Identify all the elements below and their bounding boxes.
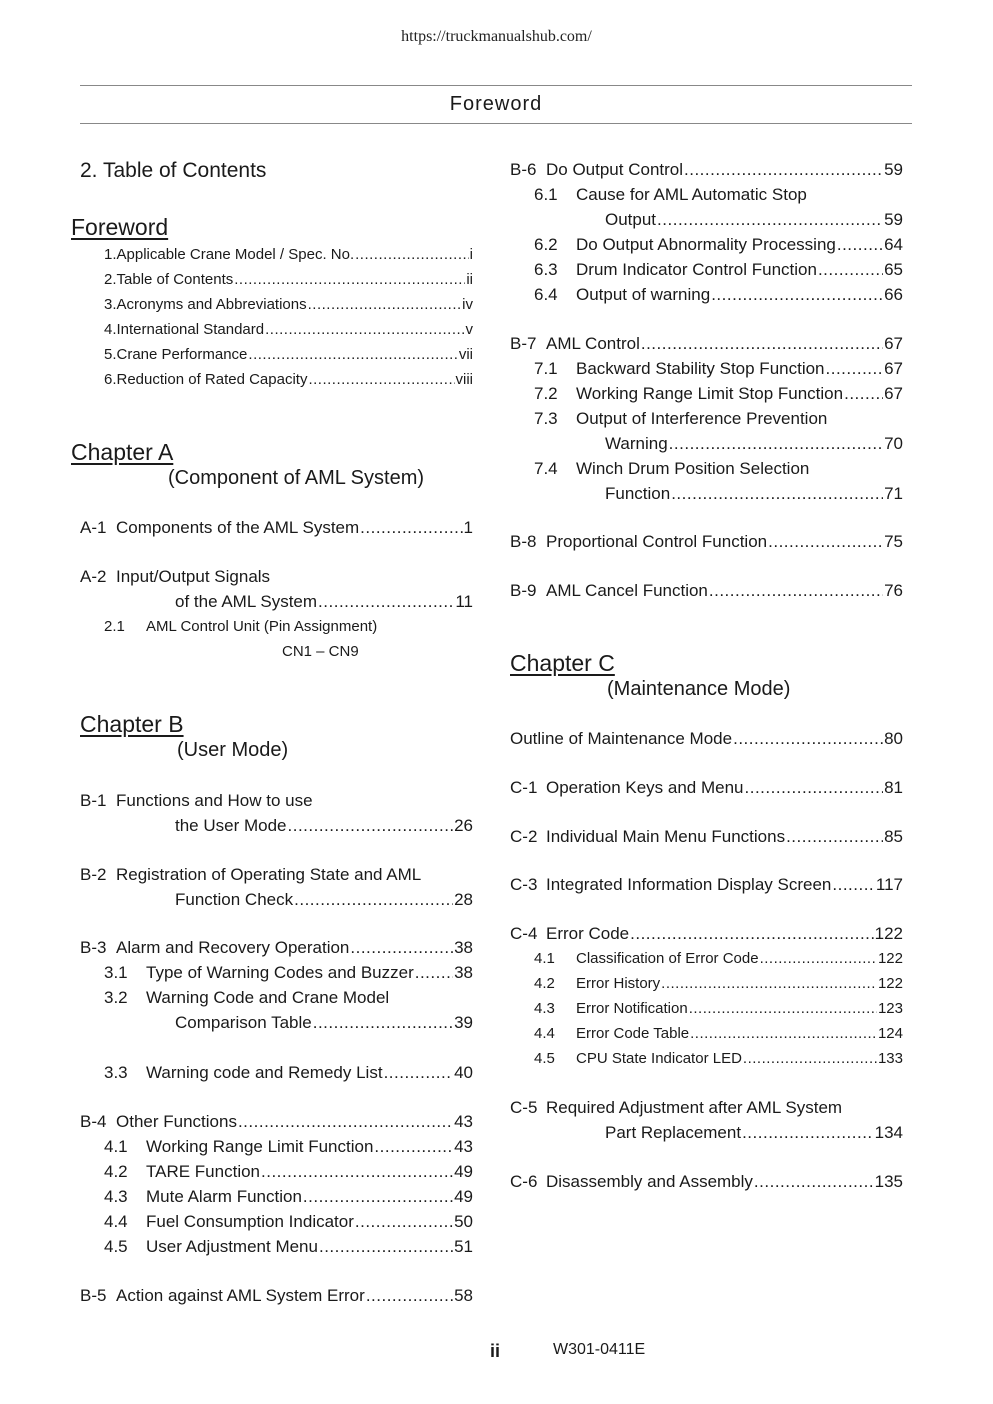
entry-number: C-2 [510,827,538,846]
entry-title: of the AML System [175,592,318,611]
entry-title: Output [605,210,657,229]
toc-entry-b3[interactable] [80,938,473,958]
footer-page-number: ii [490,1341,501,1361]
entry-number: A-1 [80,518,107,537]
entry-title: AML Control [546,334,640,353]
chapter-a-heading[interactable]: Chapter A [71,439,174,465]
entry-number: 4.4 [534,1025,555,1042]
toc-entry-c2[interactable] [510,827,903,847]
entry-number: B-8 [510,532,537,551]
footer-document-code: W301-0411E [553,1341,646,1358]
leader-dots [384,1063,454,1083]
entry-number: B-9 [510,581,537,600]
entry-number: 7.2 [534,384,558,403]
toc-entry-b6-1[interactable] [534,185,903,205]
toc-entry-b8[interactable] [510,532,903,552]
entry-title: AML Cancel Function [546,581,708,600]
entry-page-number: 135 [874,1172,903,1191]
toc-entry-b3-2[interactable] [104,988,473,1008]
toc-entry-b4-sub[interactable] [104,1237,473,1257]
toc-entry-b7-2[interactable] [534,384,903,404]
entry-number: C-5 [510,1098,538,1117]
leader-dots [661,975,877,992]
leader-dots [288,816,454,836]
entry-title: User Adjustment Menu [146,1237,318,1256]
leader-dots [671,484,883,504]
chapter-b-heading[interactable]: Chapter B [80,711,184,737]
leader-dots [818,260,883,280]
leader-dots [844,384,883,404]
entry-title: Disassembly and Assembly [546,1172,753,1191]
entry-title: Type of Warning Codes and Buzzer [146,963,414,982]
toc-entry-b2-cont[interactable] [175,890,473,910]
toc-entry-c4[interactable] [510,924,903,944]
entry-title: Backward Stability Stop Function [576,359,825,378]
entry-page-number: 58 [454,1286,473,1305]
entry-number: A-2 [80,567,107,586]
entry-title: Required Adjustment after AML System [546,1098,843,1117]
leader-dots [689,1000,877,1017]
entry-page-number: 67 [884,334,903,353]
entry-title: Warning Code and Crane Model [146,988,390,1007]
entry-page-number: 64 [884,235,903,254]
leader-dots [754,1172,874,1192]
entry-title: Error Code [546,924,630,943]
toc-entry-a1[interactable] [80,518,473,538]
entry-number: B-4 [80,1112,107,1131]
toc-title: 2. Table of Contents [80,159,267,182]
leader-dots [684,160,883,180]
toc-entry-outline[interactable] [510,729,903,749]
entry-title: Comparison Table [175,1013,312,1032]
toc-entry-b7-1[interactable] [534,359,903,379]
entry-page-number: 133 [877,1050,903,1067]
entry-page-number: 76 [884,581,903,600]
entry-page-number: 38 [454,963,473,982]
chapter-c-heading[interactable]: Chapter C [510,650,615,676]
entry-number: B-7 [510,334,537,353]
leader-dots [743,1050,877,1067]
leader-dots [745,778,884,798]
entry-number: B-2 [80,865,107,884]
entry-page-number: 67 [884,384,903,403]
entry-number: 6.1 [534,185,558,204]
entry-page-number: 124 [877,1025,903,1042]
entry-title: Registration of Operating State and AML [116,865,422,884]
leader-dots [319,1237,453,1257]
entry-number: B-1 [80,791,107,810]
entry-title: Components of the AML System [116,518,360,537]
entry-page-number: i [469,246,473,263]
leader-dots [786,827,883,847]
entry-number: 4.5 [104,1237,128,1256]
leader-dots [711,285,883,305]
toc-entry-b7-3-cont[interactable] [605,434,903,454]
entry-title: 5.Crane Performance [104,346,248,363]
chapter-a-subtitle: (Component of AML System) [168,467,425,489]
leader-dots [261,1162,453,1182]
leader-dots [303,1187,453,1207]
leader-dots [657,210,883,230]
leader-dots [308,371,454,388]
foreword-entry[interactable] [104,321,473,338]
toc-entry-b6-1-cont[interactable] [605,210,903,230]
entry-number: C-1 [510,778,538,797]
entry-title: Output of warning [576,285,711,304]
entry-title: Function Check [175,890,294,909]
entry-number: C-3 [510,875,538,894]
entry-page-number: 49 [454,1162,473,1181]
leader-dots [768,532,883,552]
entry-number: 3.3 [104,1063,128,1082]
entry-page-number: 123 [877,1000,903,1017]
chapter-b-subtitle: (User Mode) [177,739,289,761]
entry-page-number: 66 [884,285,903,304]
entry-number: 6.3 [534,260,558,279]
toc-entry-b4-sub[interactable] [104,1212,473,1232]
entry-page-number: 117 [875,875,903,894]
entry-title: Error Notification [576,1000,688,1017]
entry-page-number: 38 [454,938,473,957]
entry-title: Error History [576,975,661,992]
toc-entry-b6-sub[interactable] [534,285,903,305]
entry-number: B-3 [80,938,107,957]
entry-page-number: 59 [884,160,903,179]
entry-title: 4.International Standard [104,321,265,338]
toc-entry-b9[interactable] [510,581,903,601]
entry-number: 4.1 [104,1137,128,1156]
entry-title: Operation Keys and Menu [546,778,744,797]
toc-entry-b4-sub[interactable] [104,1137,473,1157]
toc-entry-b3-1[interactable] [104,963,473,983]
toc-entry-c4-sub[interactable] [534,975,903,992]
entry-number: 6.4 [534,285,558,304]
toc-entry-b1[interactable] [80,791,473,811]
entry-title: 2.Table of Contents [104,271,234,288]
entry-page-number: 67 [884,359,903,378]
entry-title: Alarm and Recovery Operation [116,938,350,957]
entry-page-number: 134 [874,1123,903,1142]
leader-dots [374,1137,453,1157]
entry-page-number: 43 [454,1137,473,1156]
leader-dots [630,924,873,944]
toc-entry-b6-sub[interactable] [534,235,903,255]
chapter-c-subtitle: (Maintenance Mode) [607,678,791,700]
toc-entry-b4[interactable] [80,1112,473,1132]
entry-page-number: viii [455,371,473,388]
foreword-entry[interactable] [104,246,473,263]
toc-entry-a2[interactable] [80,567,473,587]
entry-title: 3.Acronyms and Abbreviations [104,296,307,313]
entry-page-number: 28 [454,890,473,909]
entry-title: Cause for AML Automatic Stop [576,185,807,204]
entry-number: 4.5 [534,1050,555,1067]
entry-page-number: iv [462,296,473,313]
entry-number: 4.3 [104,1187,128,1206]
entry-number: 6.2 [534,235,558,254]
leader-dots [234,271,465,288]
leader-dots [318,592,454,612]
leader-dots [742,1123,874,1143]
entry-title: CN1 – CN9 [282,643,359,660]
toc-entry-c6[interactable] [510,1172,903,1192]
leader-dots [355,1212,453,1232]
entry-title: 6.Reduction of Rated Capacity [104,371,308,388]
leader-dots [248,346,457,363]
foreword-entry[interactable] [104,371,473,388]
entry-title: Outline of Maintenance Mode [510,729,733,748]
entry-page-number: 85 [884,827,903,846]
entry-title: Winch Drum Position Selection [576,459,810,478]
entry-number: 7.3 [534,409,558,428]
entry-title: Input/Output Signals [116,567,271,586]
entry-title: 1.Applicable Crane Model / Spec. No. [104,246,355,263]
page-header-title: Foreword [80,85,912,124]
entry-number: 2.1 [104,618,125,635]
entry-title: Drum Indicator Control Function [576,260,817,279]
toc-entry-b4-sub[interactable] [104,1187,473,1207]
entry-page-number: 43 [454,1112,473,1131]
toc-entry-c4-sub[interactable] [534,1050,903,1067]
entry-title: Do Output Control [546,160,684,179]
entry-number: 4.3 [534,1000,555,1017]
entry-title: Working Range Limit Function [146,1137,374,1156]
toc-entry-c5[interactable] [510,1098,903,1118]
leader-dots [832,875,875,895]
entry-number: 4.2 [534,975,555,992]
toc-entry-c4-sub[interactable] [534,1025,903,1042]
entry-number: 7.4 [534,459,558,478]
toc-entry-b7-4[interactable] [534,459,903,479]
toc-entry-a2-1-cont[interactable] [282,643,473,660]
entry-page-number: 50 [454,1212,473,1231]
toc-entry-b3-3[interactable] [104,1063,473,1083]
entry-number: 4.4 [104,1212,128,1231]
entry-page-number: vii [458,346,473,363]
entry-page-number: 49 [454,1187,473,1206]
source-url[interactable]: https://truckmanualshub.com/ [401,28,592,45]
leader-dots [760,950,877,967]
entry-number: 4.2 [104,1162,128,1181]
toc-entry-c3[interactable] [510,875,903,895]
entry-page-number: 70 [884,434,903,453]
entry-title: Mute Alarm Function [146,1187,302,1206]
entry-number: B-5 [80,1286,107,1305]
entry-title: Proportional Control Function [546,532,768,551]
toc-entry-c4-sub[interactable] [534,1000,903,1017]
foreword-entry[interactable] [104,271,473,288]
entry-page-number: 75 [884,532,903,551]
toc-entry-b6-sub[interactable] [534,260,903,280]
entry-title: CPU State Indicator LED [576,1050,742,1067]
entry-number: 3.1 [104,963,128,982]
entry-page-number: 51 [454,1237,473,1256]
leader-dots [837,235,883,255]
leader-dots [308,296,462,313]
entry-title: Function [605,484,671,503]
entry-page-number: 122 [877,950,903,967]
leader-dots [265,321,464,338]
leader-dots [294,890,453,910]
entry-title: Do Output Abnormality Processing [576,235,836,254]
toc-entry-b7-3[interactable] [534,409,903,429]
toc-entry-c1[interactable] [510,778,903,798]
toc-entry-a2-1[interactable] [104,618,473,635]
toc-entry-c4-sub[interactable] [534,950,903,967]
entry-number: B-6 [510,160,537,179]
entry-number: 4.1 [534,950,555,967]
entry-page-number: 40 [454,1063,473,1082]
leader-dots [709,581,883,601]
leader-dots [415,963,453,983]
leader-dots [366,1286,453,1306]
entry-page-number: 122 [874,924,903,943]
toc-entry-b2[interactable] [80,865,473,885]
entry-title: Warning code and Remedy List [146,1063,383,1082]
entry-page-number: 71 [884,484,903,503]
entry-title: Other Functions [116,1112,237,1131]
entry-title: Error Code Table [576,1025,690,1042]
entry-title: Integrated Information Display Screen [546,875,832,894]
entry-number: 3.2 [104,988,128,1007]
entry-page-number: 80 [884,729,903,748]
toc-entry-b5[interactable] [80,1286,473,1306]
entry-page-number: ii [466,271,473,288]
toc-entry-b7[interactable] [510,334,903,354]
toc-entry-b3-2-cont[interactable] [175,1013,473,1033]
entry-title: Warning [605,434,668,453]
toc-entry-b4-sub[interactable] [104,1162,473,1182]
entry-page-number: 81 [884,778,903,797]
leader-dots [641,334,883,354]
entry-page-number: 65 [884,260,903,279]
entry-title: Action against AML System Error [116,1286,365,1305]
leader-dots [238,1112,453,1132]
entry-page-number: 11 [455,592,473,611]
leader-dots [690,1025,877,1042]
foreword-entry[interactable] [104,296,473,313]
toc-entry-c5-cont[interactable] [605,1123,903,1143]
entry-title: Fuel Consumption Indicator [146,1212,354,1231]
entry-number: 7.1 [534,359,558,378]
leader-dots [826,359,884,379]
entry-page-number: v [465,321,473,338]
entry-title: Functions and How to use [116,791,313,810]
entry-number: C-4 [510,924,538,943]
entry-title: Part Replacement [605,1123,742,1142]
entry-number: C-6 [510,1172,538,1191]
leader-dots [355,246,469,263]
entry-title: Classification of Error Code [576,950,759,967]
toc-entry-b6[interactable] [510,160,903,180]
entry-page-number: 59 [884,210,903,229]
toc-entry-b7-4-cont[interactable] [605,484,903,504]
leader-dots [360,518,462,538]
entry-title: Output of Interference Prevention [576,409,828,428]
entry-title: the User Mode [175,816,287,835]
foreword-heading[interactable]: Foreword [71,214,169,240]
entry-title: Working Range Limit Stop Function [576,384,844,403]
foreword-entry[interactable] [104,346,473,363]
leader-dots [669,434,883,454]
entry-page-number: 39 [454,1013,473,1032]
entry-title: AML Control Unit (Pin Assignment) [146,618,378,635]
toc-entry-b1-cont[interactable] [175,816,473,836]
entry-title: Individual Main Menu Functions [546,827,786,846]
toc-entry-a2-cont[interactable] [175,592,473,612]
leader-dots [733,729,883,749]
entry-page-number: 26 [454,816,473,835]
leader-dots [313,1013,453,1033]
leader-dots [350,938,453,958]
entry-page-number: 122 [877,975,903,992]
entry-page-number: 1 [463,518,473,537]
entry-title: TARE Function [146,1162,261,1181]
